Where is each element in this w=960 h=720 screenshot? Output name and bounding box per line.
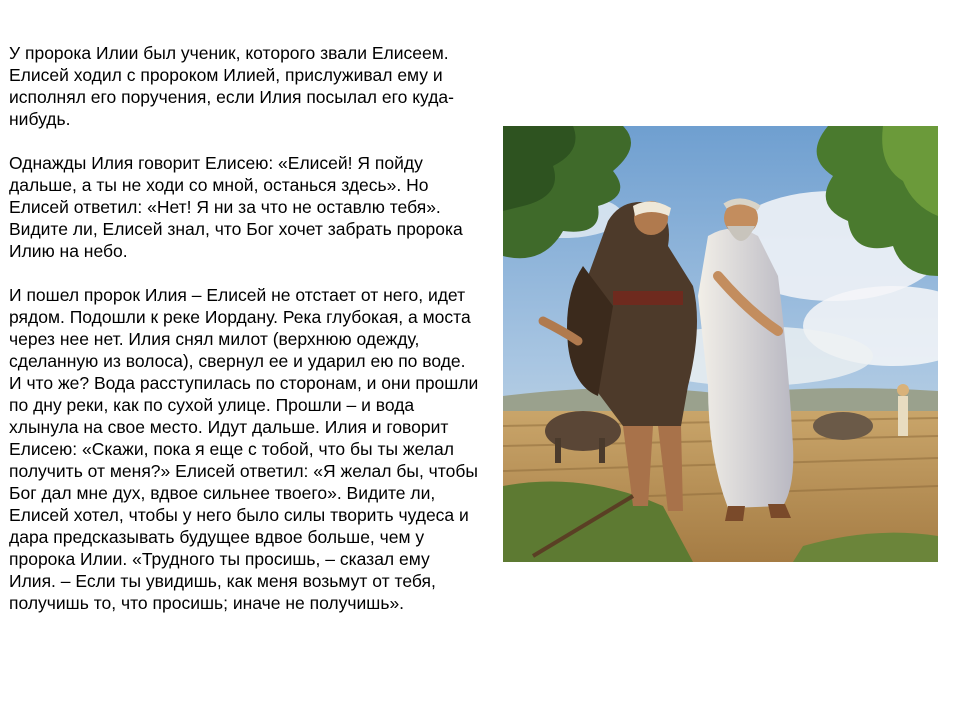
paragraph-3: И пошел пророк Илия – Елисей не отстает от него, идет рядом. Подошли к реке Иордану. Река глубокая, а моста через нее нет. Илия снял милот (верхнюю одежду, сделанную из волоса), свернул ее и ударил ею по воде. И что же? Вода расступилась по сторонам, и они прошли по дну реки, как по сухой улице. Прошли – и вода хлынула на свое место. Идут дальше. Илия и говорит Елисею: «Скажи, пока я еще с тобой, что бы ты желал получить от меня?» Елисей ответил: «Я желал бы, чтобы Бог дал мне дух, вдвое сильнее твоего». Видите ли, Елисей хотел, чтобы у него было силы творить чудеса и дара предсказывать будущее вдвое больше, чем у пророка Илии. «Трудного ты просишь, – сказал ему Илия. – Если ты увидишь, как меня возьмут от тебя, получишь то, что просишь; иначе не получишь». [9, 285, 479, 613]
story-text [9, 42, 479, 614]
elijah-elisha-illustration [503, 126, 938, 562]
paragraph-1: У пророка Илии был ученик, которого звали Елисеем. Елисей ходил с пророком Илией, прислуживал ему и исполнял его поручения, если Илия посылал его куда-нибудь. [9, 43, 454, 129]
paragraph-2: Однажды Илия говорит Елисею: «Елисей! Я пойду дальше, а ты не ходи со мной, останься здесь». Но Елисей ответил: «Нет! Я ни за что не оставлю тебя». Видите ли, Елисей знал, что Бог хочет забрать пророка Илию на небо. [9, 153, 463, 261]
